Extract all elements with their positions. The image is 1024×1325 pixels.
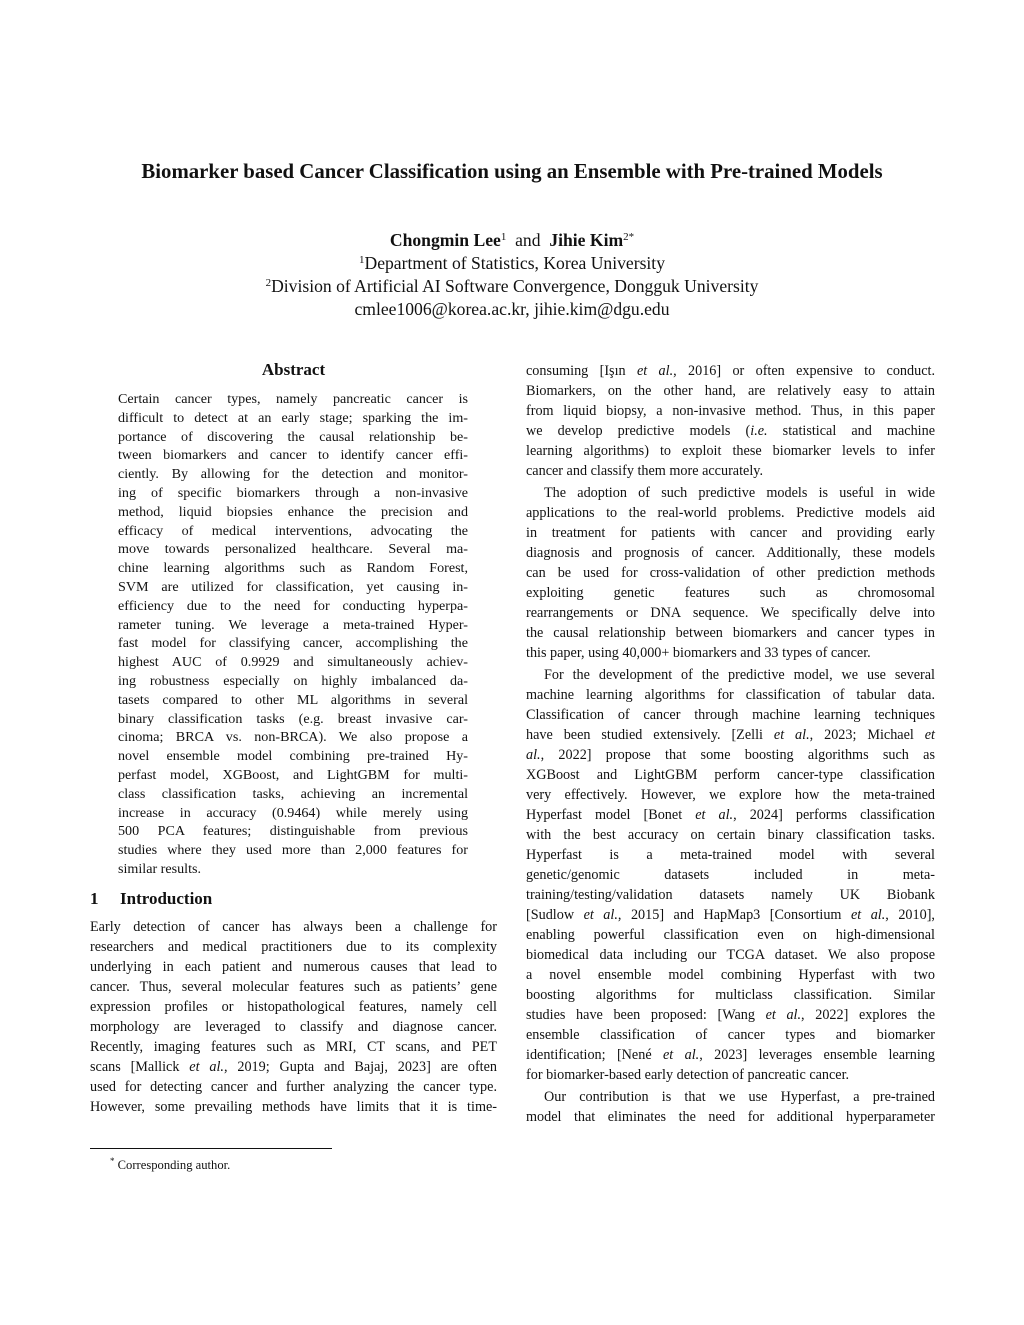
author-emails: cmlee1006@korea.ac.kr, jihie.kim@dgu.edu: [354, 299, 670, 319]
text-run: et al.: [695, 807, 734, 823]
text-line: rearrangements or DNA sequence. We specifically delve into: [526, 605, 935, 621]
affiliation-2-sup: 2: [265, 277, 272, 289]
text-run: Hyperfast model [Bonet: [526, 807, 696, 823]
text-run: , 2022] explores the: [801, 1007, 936, 1023]
text-run: , 2015] and HapMap3 [Consortium: [617, 907, 851, 923]
text-line: [526, 805, 935, 825]
text-line: training/testing/validation datasets namely UK Biobank: [526, 887, 935, 903]
text-line: researchers and medical practitioners due to its complexity: [90, 939, 497, 955]
text-run: et al.: [663, 1047, 700, 1063]
text-line: SVM are utilized for classification, yet causing in-: [118, 578, 468, 595]
text-run: [Sudlow: [526, 907, 584, 923]
text-line: the causal relationship between biomarkers and cancer types in: [526, 625, 935, 641]
text-line: move towards personalized healthcare. Several ma-: [118, 541, 468, 558]
section-number: 1: [90, 889, 99, 908]
text-line: tween biomarkers and cancer to identify cancer effi-: [118, 447, 468, 464]
text-line: fast model for classifying cancer, accomplishing the: [118, 635, 468, 652]
text-line: ensemble classification of cancer types and biomarker: [526, 1027, 935, 1043]
text-line: in treatment for patients with cancer and providing early: [526, 525, 935, 541]
text-line: with the best accuracy on certain binary classification tasks.: [526, 827, 935, 843]
text-line: boosting algorithms for multiclass classification. Similar: [526, 987, 935, 1003]
text-run: , 2023] leverages ensemble learning: [699, 1047, 935, 1063]
text-line: from liquid biopsy, a non-invasive method. Thus, in this paper: [526, 403, 935, 419]
text-line: cinoma; BRCA vs. non-BRCA). We also propose a: [118, 729, 468, 746]
text-run: et: [924, 727, 935, 743]
text-run: scans [Mallick: [90, 1059, 190, 1075]
text-run: i.e.: [750, 423, 768, 439]
text-line: efficacy of medical interventions, advocating the: [118, 522, 468, 539]
text-line: enabling powerful classification even on high-dimensional: [526, 927, 935, 943]
text-run: et al.: [850, 907, 886, 923]
text-run: studies have been proposed: [Wang: [526, 1007, 766, 1023]
text-line: class classification tasks, achieving an incremental: [118, 785, 468, 802]
text-line: [526, 905, 935, 925]
text-line: used for detecting cancer and further analyzing the cancer type.: [90, 1079, 497, 1095]
text-line: increase in accuracy (0.9464) while merely using: [118, 804, 468, 821]
footnote-text: Corresponding author.: [117, 1158, 231, 1172]
text-run: identification; [Nené: [526, 1047, 663, 1063]
author-block: [0, 229, 1024, 321]
section-title: Introduction: [120, 889, 213, 908]
text-run: et al.: [583, 907, 618, 923]
text-line: learning algorithms) to exploit these biomarker levels to infer: [526, 443, 935, 459]
text-line: machine learning algorithms for classification of tabular data.: [526, 687, 935, 703]
text-line: ing of specific biomarkers through a non-invasive: [118, 484, 468, 501]
footnote-divider: [90, 1148, 332, 1149]
text-line: Our contribution is that we use Hyperfast, a pre-trained: [544, 1089, 935, 1105]
text-line: ing robustness especially on highly imbalanced da-: [118, 672, 468, 689]
text-line: ciently. By allowing for the detection and monitor-: [118, 466, 468, 483]
text-run: , 2010],: [885, 907, 935, 923]
text-line: rameter tuning. We leverage a meta-trained Hyper-: [118, 616, 468, 633]
text-line: Hyperfast is a meta-trained model with several: [526, 847, 935, 863]
text-line: similar results.: [118, 860, 201, 877]
affiliation-2: [0, 275, 1024, 298]
text-line: XGBoost and LightGBM perform cancer-type classification: [526, 767, 935, 783]
text-line: highest AUC of 0.9929 and simultaneously achiev-: [118, 654, 468, 671]
affiliation-1: [0, 252, 1024, 275]
author-line: [0, 229, 1024, 252]
text-line: underlying in each patient and numerous causes that lead to: [90, 959, 497, 975]
text-line: [526, 1005, 935, 1025]
text-line: studies where they used more than 2,000 features for: [118, 842, 468, 859]
text-line: perfast model, XGBoost, and LightGBM for multi-: [118, 766, 468, 783]
introduction-body: [90, 917, 497, 1117]
text-line: [526, 361, 935, 381]
text-line: a novel ensemble model combining Hyperfast with two: [526, 967, 935, 983]
text-line: can be used for cross-validation of other prediction methods: [526, 565, 935, 581]
text-line: portance of discovering the causal relationship be-: [118, 428, 468, 445]
text-run: , 2019; Gupta and Bajaj, 2023] are often: [223, 1059, 497, 1075]
text-line: Early detection of cancer has always been a challenge for: [90, 919, 497, 935]
text-line: for biomarker-based early detection of pancreatic cancer.: [526, 1067, 850, 1083]
text-line: binary classification tasks (e.g. breast invasive car-: [118, 710, 468, 727]
text-line: method, liquid biopsies enhance the precision and: [118, 503, 468, 520]
text-line: applications to the real-world problems. Predictive models aid: [526, 505, 935, 521]
paper-title: Biomarker based Cancer Classification using an Ensemble with Pre-trained Models: [141, 160, 883, 183]
text-line: diagnosis and prognosis of cancer. Additionally, these models: [526, 545, 935, 561]
text-line: cancer and classify them more accurately.: [526, 463, 763, 479]
text-run: al.: [526, 747, 541, 763]
text-line: [526, 745, 935, 765]
affiliation-1-text: Department of Statistics, Korea University: [364, 253, 665, 273]
paragraph-2: [526, 483, 935, 663]
text-run: et al.: [636, 363, 674, 379]
intro-lines: [90, 917, 497, 1057]
text-run: et al.: [765, 1007, 802, 1023]
text-line: biomedical data including our TCGA dataset. We also propose: [526, 947, 935, 963]
affiliation-2-text: Division of Artificial AI Software Convergence, Dongguk University: [271, 276, 759, 296]
text-line: Recently, imaging features such as MRI, CT scans, and PET: [90, 1039, 497, 1055]
text-line: expression profiles or histopathological features, namely cell: [90, 999, 497, 1015]
text-line: chine learning algorithms such as Random Forest,: [118, 560, 468, 577]
text-run: statistical and machine: [767, 423, 935, 439]
introduction-heading: [90, 888, 497, 910]
text-run: , 2022] propose that some boosting algorithms such as: [540, 747, 935, 763]
text-line: efficiency due to the need for conducting hyperpa-: [118, 597, 468, 614]
text-line: [90, 1057, 497, 1077]
text-line: However, some prevailing methods have limits that it is time-: [90, 1099, 497, 1115]
affiliation-1-sup: 1: [359, 254, 365, 266]
right-column-body: [526, 361, 935, 1127]
text-run: et al.: [773, 727, 810, 743]
text-line: [526, 421, 935, 441]
author-1-name: Chongmin Lee: [389, 230, 501, 250]
author-2-sup: 2*: [623, 231, 635, 243]
text-line: [526, 725, 935, 745]
text-run: , 2024] performs classification: [733, 807, 935, 823]
author-2-name: Jihie Kim: [549, 230, 624, 250]
and-word: and: [515, 230, 541, 250]
text-line: 500 PCA features; distinguishable from previous: [118, 823, 468, 840]
text-run: , 2023; Michael: [809, 727, 925, 743]
author-1-sup: 1: [500, 231, 507, 243]
text-line: novel ensemble model combining pre-trained Hy-: [118, 748, 468, 765]
text-run: have been studied extensively. [Zelli: [526, 727, 774, 743]
text-run: we develop predictive models (: [526, 423, 751, 439]
text-line: genetic/genomic datasets included in meta-: [526, 867, 935, 883]
text-run: et al.: [189, 1059, 224, 1075]
text-line: morphology are leveraged to classify and diagnose cancer.: [90, 1019, 497, 1035]
text-run: , 2016] or often expensive to conduct.: [673, 363, 935, 379]
text-line: Classification of cancer through machine learning techniques: [526, 707, 935, 723]
footnote: [110, 1157, 230, 1174]
text-line: this paper, using 40,000+ biomarkers and 33 types of cancer.: [526, 645, 871, 661]
text-line: [526, 1045, 935, 1065]
text-line: Biomarkers, on the other hand, are relatively easy to attain: [526, 383, 935, 399]
text-line: Certain cancer types, namely pancreatic cancer is: [118, 391, 468, 407]
text-line: difficult to detect at an early stage; sparking the im-: [118, 409, 468, 426]
text-line: For the development of the predictive model, we use several: [544, 667, 935, 683]
text-line: model that eliminates the need for additional hyperparameter: [526, 1109, 935, 1125]
text-line: The adoption of such predictive models is useful in wide: [544, 485, 935, 501]
footnote-mark: *: [110, 1156, 115, 1166]
text-line: tasets compared to other ML algorithms in several: [118, 691, 468, 708]
abstract-body: [118, 390, 468, 879]
abstract-heading: Abstract: [261, 360, 326, 379]
text-line: very effectively. However, we explore how the meta-trained: [526, 787, 935, 803]
text-run: consuming [Işın: [526, 363, 637, 379]
text-line: cancer. Thus, several molecular features such as patients’ gene: [90, 979, 497, 995]
text-line: exploiting genetic features such as chromosomal: [526, 585, 935, 601]
